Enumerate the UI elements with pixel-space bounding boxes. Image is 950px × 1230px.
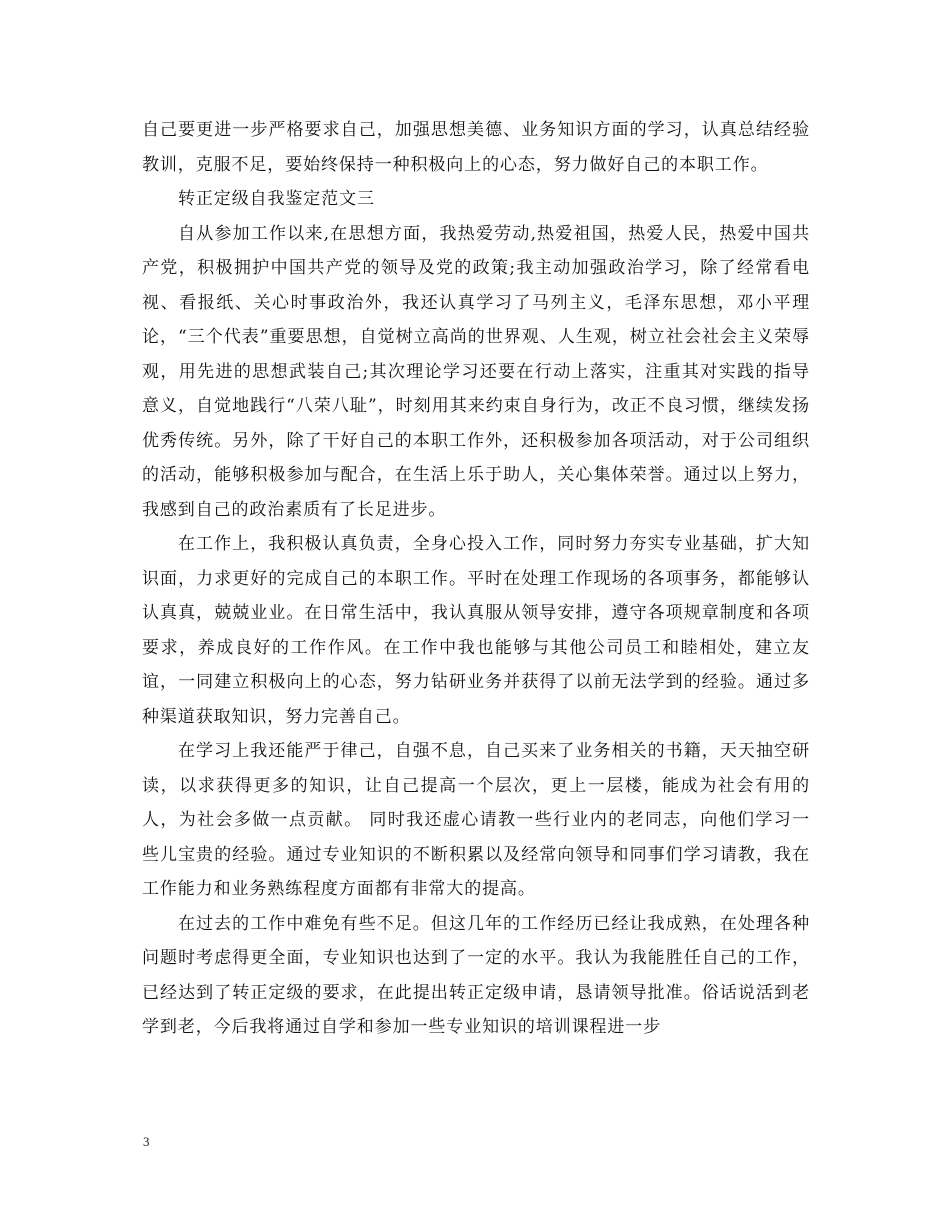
paragraph-ideology: 自从参加工作以来,在思想方面，我热爱劳动,热爱祖国，热爱人民，热爱中国共产党，积极拥护中国共产党的领导及党的政策;我主动加强政治学习，除了经常看电视、看报纸、关心时事政治外，我还认真学习了马列主义，毛泽东思想，邓小平理论，“三个代表”重要思想，自觉树立高尚的世界观、人生观，树立社会社会主义荣辱观，用先进的思想武装自己;其次理论学习还要在行动上落实，注重其对实践的指导意义，自觉地践行“八荣八耻”，时刻用其来约束自身行为，改正不良习惯，继续发扬优秀传统。另外，除了干好自己的本职工作外，还积极参加各项活动，对于公司组织的活动，能够积极参加与配合，在生活上乐于助人，关心集体荣誉。通过以上努力，我感到自己的政治素质有了长足进步。 <box>142 223 810 520</box>
paragraph-continuation: 自己要更进一步严格要求自己，加强思想美德、业务知识方面的学习，认真总结经验教训，克服不足，要始终保持一种积极向上的心态，努力做好自己的本职工作。 <box>142 120 810 175</box>
paragraph-study: 在学习上我还能严于律己，自强不息，自己买来了业务相关的书籍，天天抽空研读，以求获得更多的知识，让自己提高一个层次，更上一层楼，能成为社会有用的人，为社会多做一点贡献。 同时我还虚心请教一些行业内的老同志，向他们学习一些儿宝贵的经验。通过专业知识的不断积累以及经常向领导和同事们学习请教，我在工作能力和业务熟练程度方面都有非常大的提高。 <box>142 741 810 899</box>
paragraph-work: 在工作上，我积极认真负责，全身心投入工作，同时努力夯实专业基础，扩大知识面，力求更好的完成自己的本职工作。平时在处理工作现场的各项事务，都能够认认真真，兢兢业业。在日常生活中，我认真服从领导安排，遵守各项规章制度和各项要求，养成良好的工作作风。在工作中我也能够与其他公司员工和睦相处，建立友谊，一同建立积极向上的心态，努力钻研业务并获得了以前无法学到的经验。通过多种渠道获取知识，努力完善自己。 <box>142 534 810 727</box>
paragraph-conclusion: 在过去的工作中难免有些不足。但这几年的工作经历已经让我成熟，在处理各种问题时考虑得更全面，专业知识也达到了一定的水平。我认为我能胜任自己的工作，已经达到了转正定级的要求，在此提出转正定级申请，恳请领导批准。俗话说活到老学到老，今后我将通过自学和参加一些专业知识的培训课程进一步 <box>142 913 810 1037</box>
section-heading: 转正定级自我鉴定范文三 <box>178 189 375 209</box>
document-body <box>142 113 810 1045</box>
page-number: 3 <box>143 1134 150 1149</box>
